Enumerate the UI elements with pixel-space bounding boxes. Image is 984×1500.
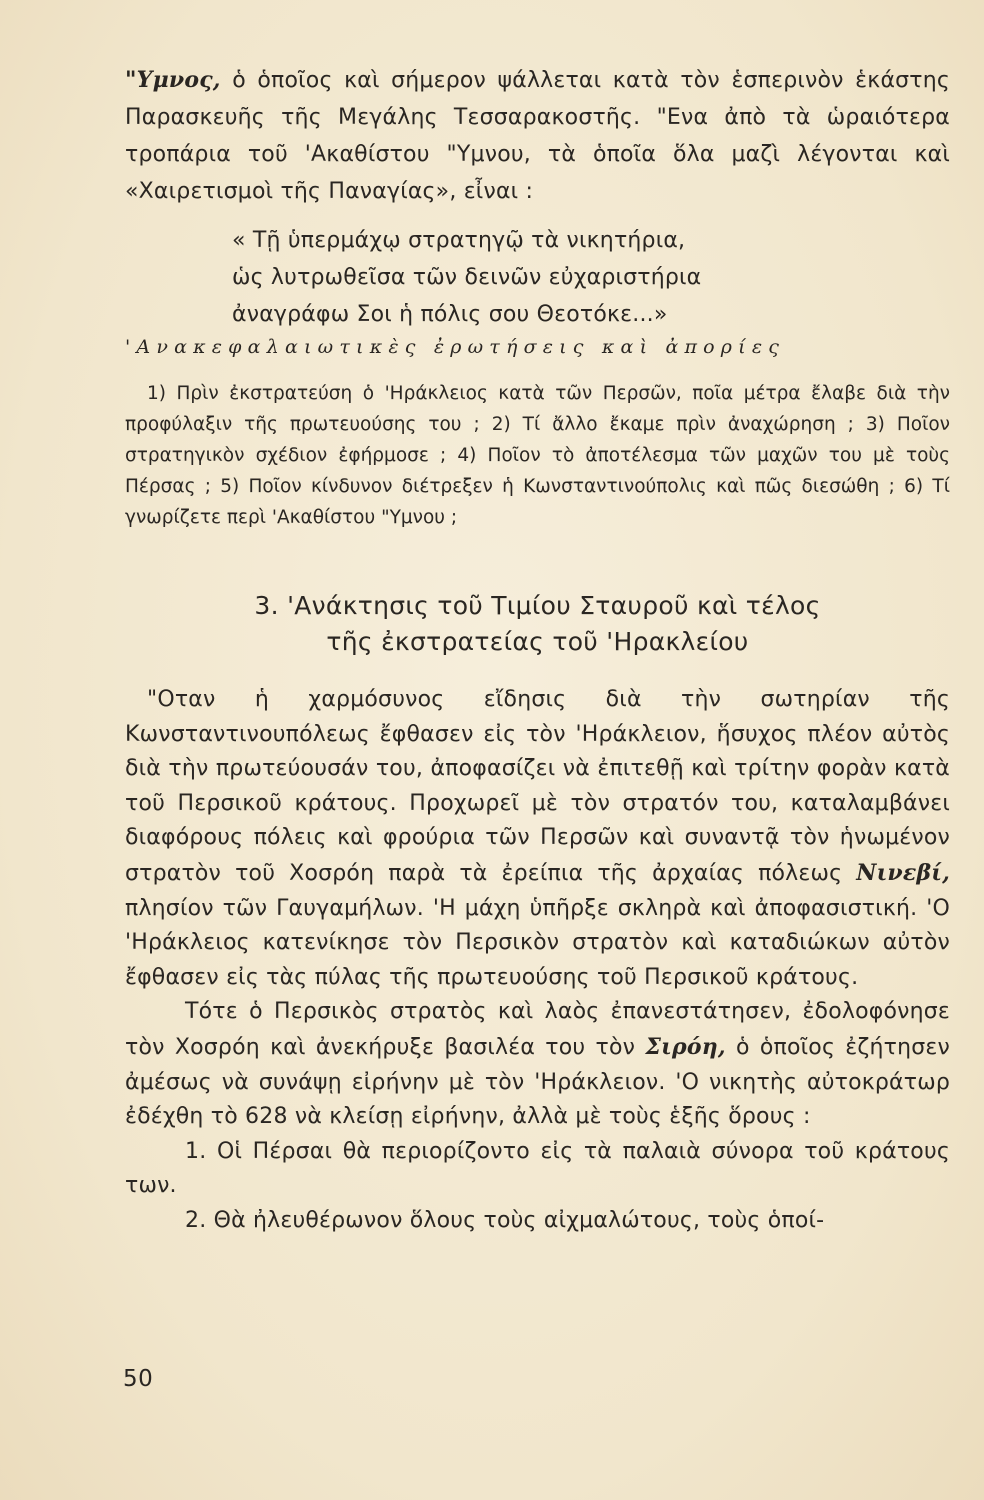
hymn-line-1: « Τῇ ὑπερμάχῳ στρατηγῷ τὰ νικητήρια, <box>232 228 686 253</box>
body-p1-part-a: "Οταν ἡ χαρμόσυνος εἴδησις διὰ τὴν σωτηρίαν τῆς Κωνσταντινουπόλεως ἔφθασεν εἰς τὸν 'Ηράκλειον, ἥσυχος πλέον αὐτὸς διὰ τὴν πρωτεύουσάν του, ἀποφασίζει νὰ ἐπιτεθῇ καὶ τρίτην φορὰν κατὰ τοῦ Περσικοῦ κράτους. Προχωρεῖ μὲ τὸν στρατόν του, καταλαμβάνει διαφόρους πόλεις καὶ φρούρια τῶν Περσῶν καὶ συναντᾷ τὸν ἡνωμένον στρατὸν τοῦ Χοσρόη παρὰ τὰ ἐρείπια τῆς ἀρχαίας πόλεως <box>125 687 950 886</box>
body-p1-part-b: πλησίον τῶν Γαυγαμήλων. 'Η μάχη ὑπῆρξε σκληρὰ καὶ ἀποφασιστική. 'Ο 'Ηράκλειος κατενίκησε τὸν Περσικὸν στρατὸν καὶ καταδιώκων αὐτὸν ἔφθασεν εἰς τὰς πύλας τῆς πρωτευούσης τοῦ Περσικοῦ κράτους. <box>125 895 950 990</box>
review-questions-heading: 'Ανακεφαλαιωτικὲς ἐρωτήσεις καὶ ἀπορίες <box>125 336 786 358</box>
hymn-line-2: ὡς λυτρωθεῖσα τῶν δεινῶν εὐχαριστήρια <box>232 265 702 290</box>
body-p2-part-a: Τότε ὁ Περσικὸς στρατὸς καὶ λαὸς ἐπανεστάτησεν, ἐδολοφόνησε τὸν Χοσρόη καὶ ἀνεκήρυξε βασιλέα του τὸν <box>125 999 950 1060</box>
intro-paragraph <box>125 62 950 210</box>
peace-term-2: 2. Θὰ ἠλευθέρωνον ὅλους τοὺς αἰχμαλώτους, τοὺς ὁποί- <box>185 1207 825 1233</box>
page-number: 50 <box>123 1366 154 1392</box>
place-name-nineveh: Νινεβί, <box>856 859 950 886</box>
section-title <box>125 588 950 660</box>
peace-term-1: 1. Οἱ Πέρσαι θὰ περιορίζοντο εἰς τὰ παλαιὰ σύνορα τοῦ κράτους των. <box>125 1138 950 1199</box>
body-paragraph-1 <box>125 683 950 995</box>
hymn-term: "Υμνος, <box>125 67 221 93</box>
body-p2-part-b: ὁ ὁποῖος ἐζήτησεν ἀμέσως νὰ συνάψῃ εἰρήνην μὲ τὸν 'Ηράκλειον. 'Ο νικητὴς αὐτοκράτωρ ἐδέχθη τὸ 628 νὰ κλείσῃ εἰρήνην, ἀλλὰ μὲ τοὺς ἑξῆς ὅρους : <box>125 1034 950 1130</box>
section-title-line-2: τῆς ἐκστρατείας τοῦ 'Ηρακλείου <box>326 627 749 656</box>
review-questions-text: 1) Πρὶν ἐκστρατεύση ὁ 'Ηράκλειος κατὰ τῶν Περσῶν, ποῖα μέτρα ἔλαβε διὰ τὴν προφύλαξιν τῆς πρωτευούσης του ; 2) Τί ἄλλο ἔκαμε πρὶν ἀναχώρηση ; 3) Ποῖον στρατηγικὸν σχέδιον ἐφήρμοσε ; 4) Ποῖον τὸ ἀποτέλεσμα τῶν μαχῶν του μὲ τοὺς Πέρσας ; 5) Ποῖον κίνδυνον διέτρεξεν ἡ Κωνσταντινούπολις καὶ πῶς διεσώθη ; 6) Τί γνωρίζετε περὶ 'Ακαθίστου "Υμνου ; <box>125 383 950 528</box>
body-paragraph-2 <box>125 995 950 1134</box>
section-body <box>125 683 950 1239</box>
hymn-line-3: ἀναγράφω Σοι ἡ πόλις σου Θεοτόκε...» <box>232 302 668 327</box>
person-name-siroes: Σιρόη, <box>645 1033 726 1060</box>
section-title-line-1: 3. 'Ανάκτησις τοῦ Τιμίου Σταυροῦ καὶ τέλος <box>254 591 821 620</box>
hymn-quote <box>232 222 701 333</box>
intro-text: ὁ ὁποῖος καὶ σήμερον ψάλλεται κατὰ τὸν ἑσπερινὸν ἑκάστης Παρασκευῆς τῆς Μεγάλης Τεσσαρακοστῆς. "Ενα ἀπὸ τὰ ὡραιότερα τροπάρια τοῦ 'Ακαθίστου "Υμνου, τὰ ὁποῖα ὅλα μαζὶ λέγονται καὶ «Χαιρετισμοὶ τῆς Παναγίας», εἶναι : <box>125 68 950 204</box>
